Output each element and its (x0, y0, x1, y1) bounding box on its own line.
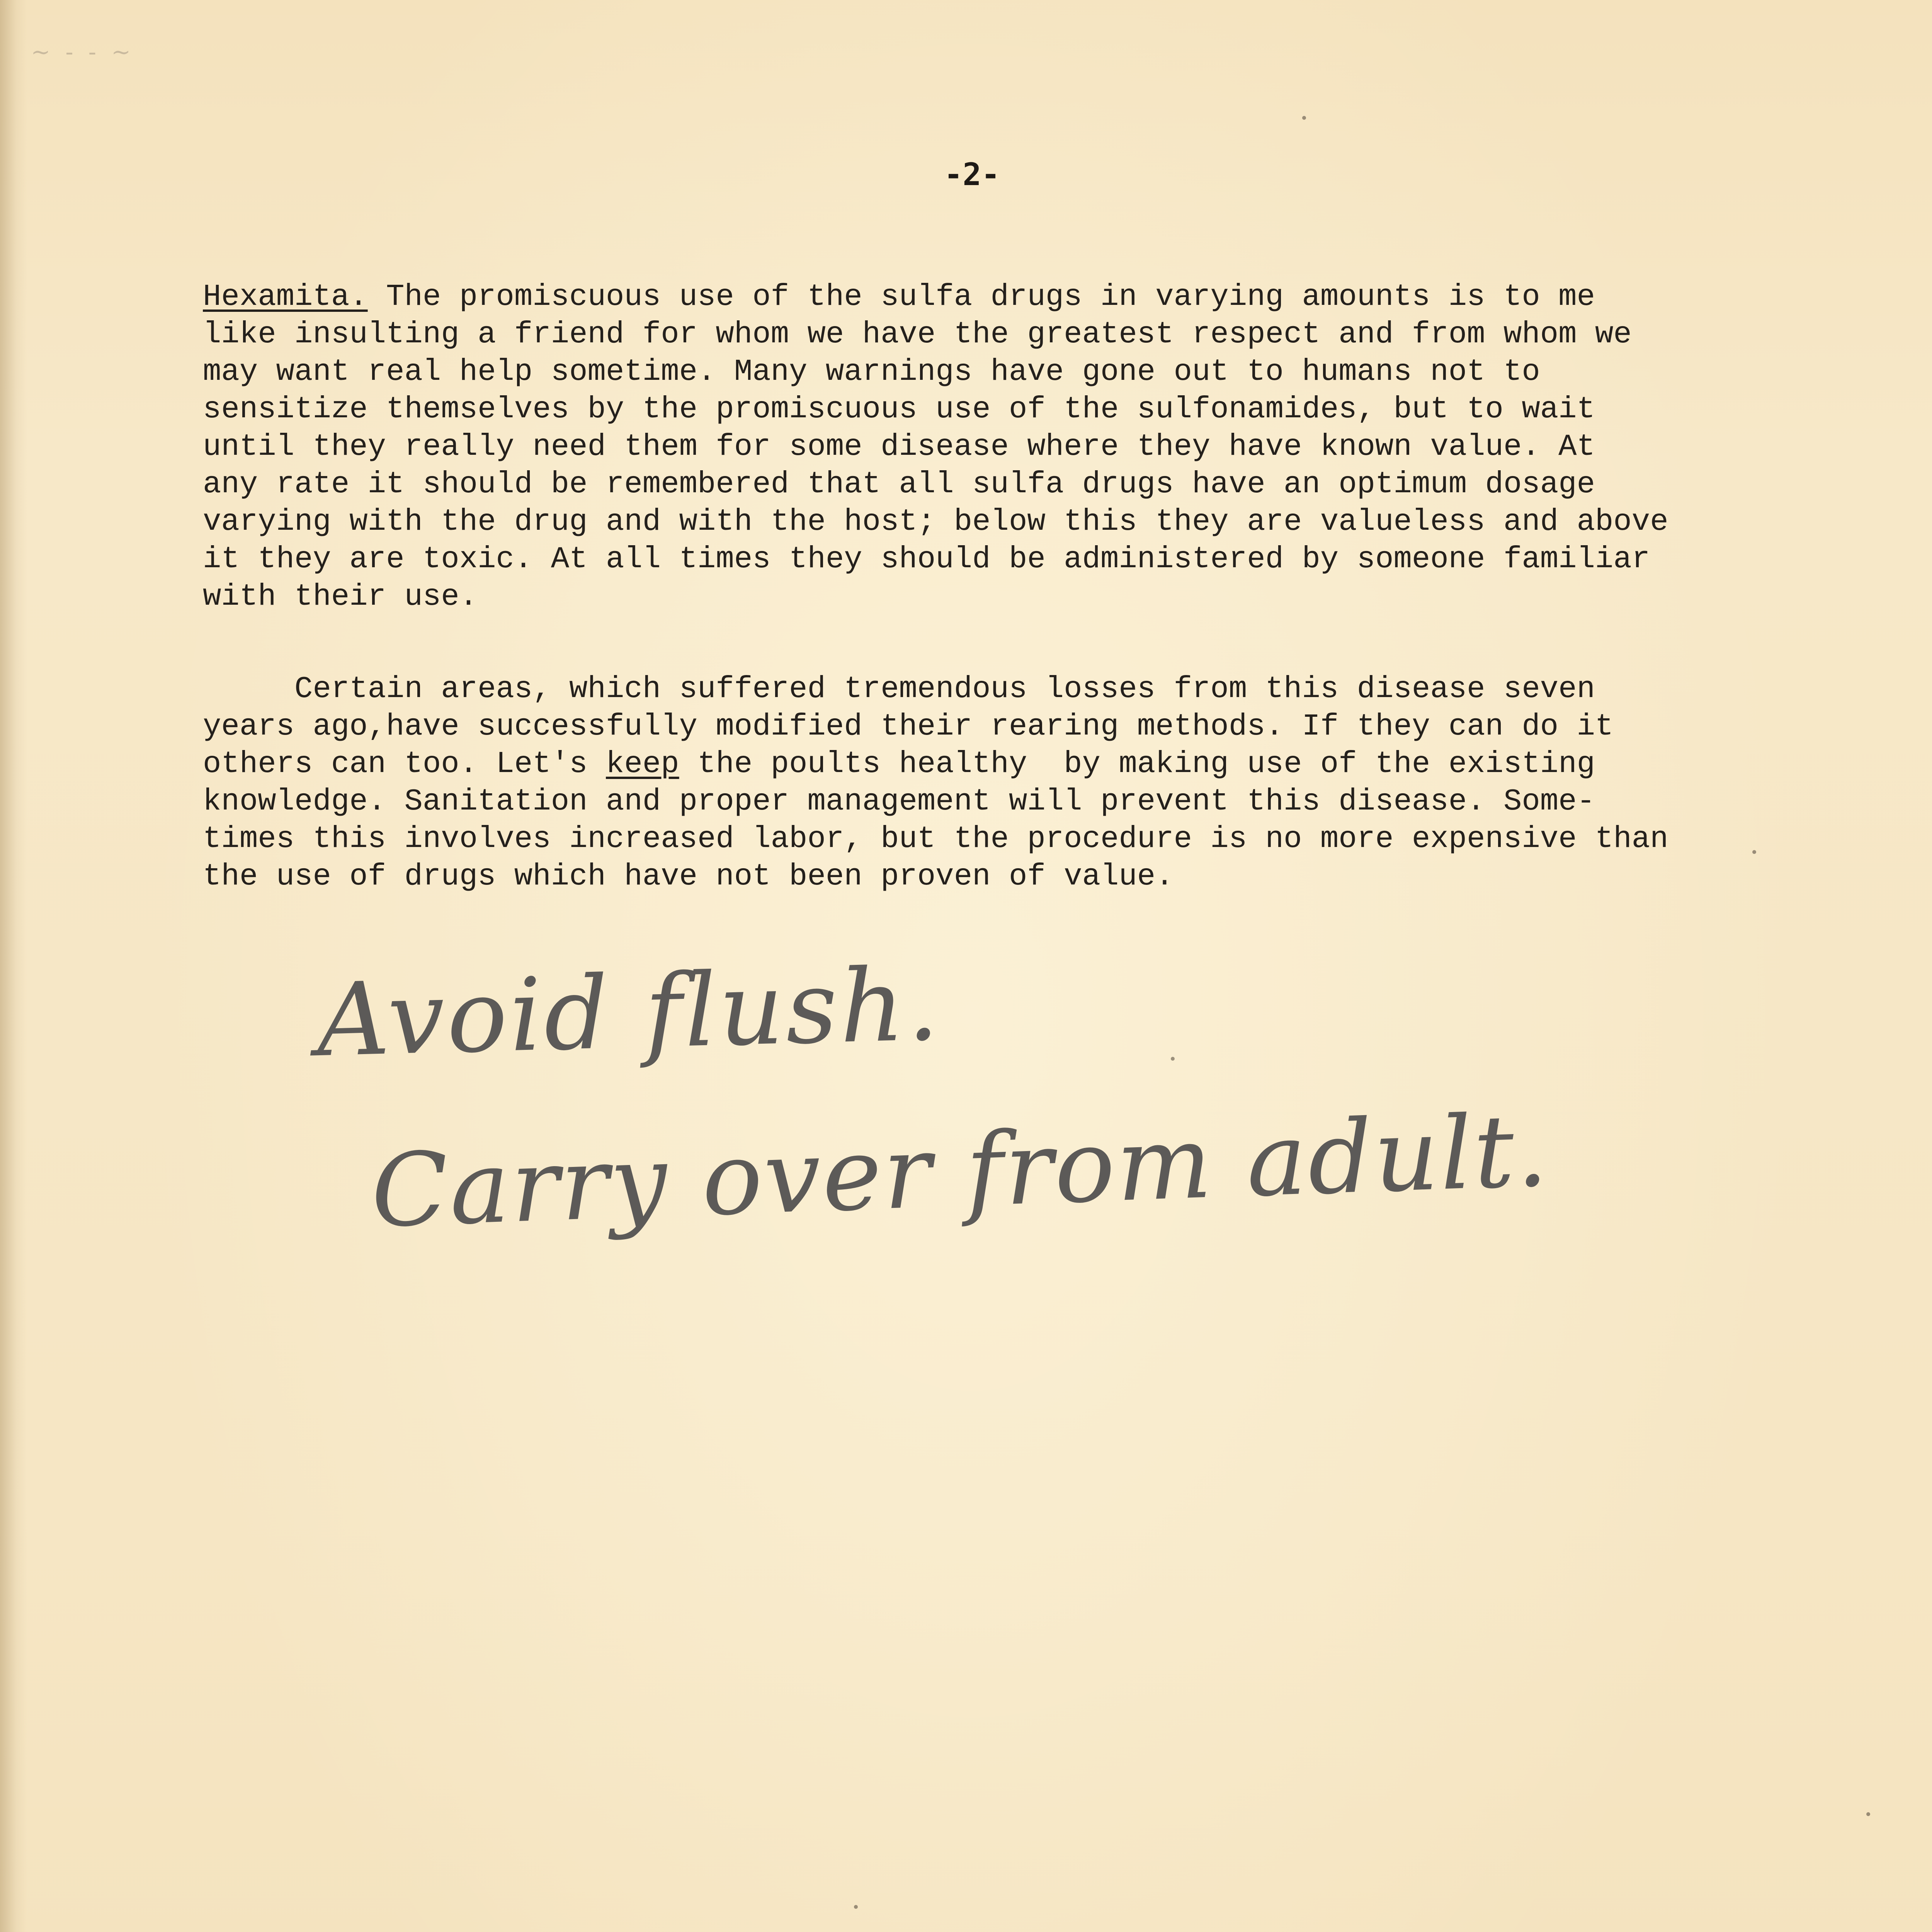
paragraph-1-line-2: like insulting a friend for whom we have the greatest respect and from whom we (203, 317, 1632, 352)
paragraph-1-line-1-rest: The promiscuous use of the sulfa drugs in varying amounts is to me (367, 279, 1595, 314)
page-number: -2- (944, 156, 1000, 192)
paragraph-1-line-6: any rate it should be remembered that all sulfa drugs have an optimum dosage (203, 467, 1595, 502)
paragraph-2-line-4: knowledge. Sanitation and proper management will prevent this disease. Some- (203, 784, 1595, 819)
handwritten-note-carry-over: Carry over from adult. (369, 1092, 1551, 1250)
paragraph-1-line-5: until they really need them for some disease where they have known value. At (203, 429, 1595, 464)
paragraph-1-line-8: it they are toxic. At all times they should be administered by someone familiar (203, 542, 1650, 577)
paragraph-1-line-4: sensitize themselves by the promiscuous use of the sulfonamides, but to wait (203, 392, 1595, 427)
paper-speck (1866, 1812, 1870, 1816)
paragraph-2-line-3-after: the poults healthy by making use of the existing (679, 747, 1595, 781)
paragraph-2-line-6: the use of drugs which have not been proven of value. (203, 859, 1174, 894)
paragraph-2-line-3 (203, 745, 1787, 783)
page-edge-shadow (0, 0, 27, 1932)
paragraph-1-line-9: with their use. (203, 579, 478, 614)
paragraph-2-line-5: times this involves increased labor, but the procedure is no more expensive than (203, 821, 1668, 856)
paragraph-1-line-3: may want real help sometime. Many warnings have gone out to humans not to (203, 354, 1540, 389)
paper-speck (1302, 116, 1306, 120)
paragraph-2-line-2: years ago,have successfully modified their rearing methods. If they can do it (203, 709, 1614, 744)
paragraph-1-line-7: varying with the drug and with the host; below this they are valueless and above (203, 504, 1668, 539)
paper-speck (854, 1905, 858, 1909)
paragraph-2-line-1: Certain areas, which suffered tremendous losses from this disease seven (203, 672, 1595, 706)
underlined-word-hexamita: Hexamita. (203, 279, 368, 314)
corner-pencil-mark: ~ - - ~ (31, 39, 135, 66)
paragraph-1 (203, 278, 1787, 616)
paragraph-1-line-1 (203, 278, 1787, 316)
paragraph-2-line-3-before: others can too. Let's (203, 747, 606, 781)
paragraph-2 (203, 670, 1787, 895)
paper-speck (1752, 850, 1756, 854)
paper-speck (1171, 1057, 1175, 1061)
underlined-word-keep: keep (605, 747, 679, 781)
handwritten-note-avoid-flush: Avoid flush. (315, 946, 942, 1080)
